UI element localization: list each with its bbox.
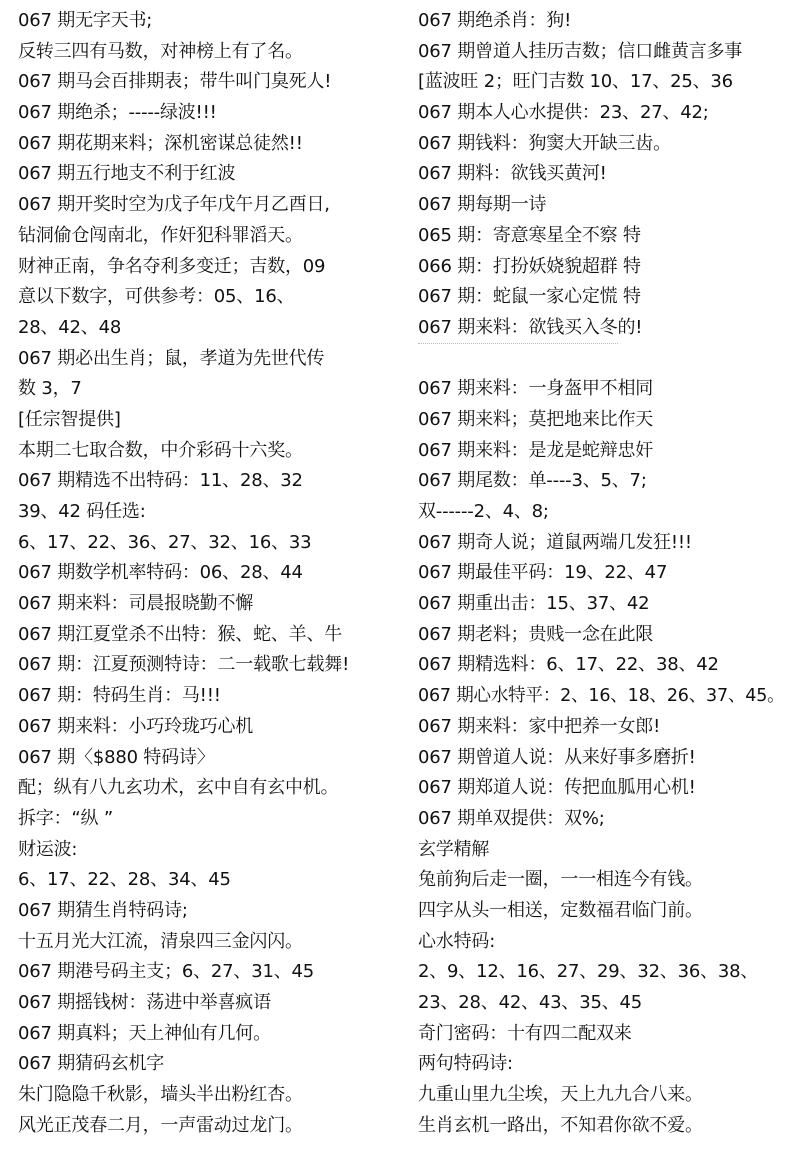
right-column xyxy=(418,6,785,1141)
text-line: 067 期猜码玄机字 xyxy=(18,1053,165,1075)
text-line: 067 期绝杀；-----绿波!!! xyxy=(18,102,217,124)
text-line: 067 期开奖时空为戊子年戊午月乙酉日, xyxy=(18,194,330,216)
text-line: 心水特码: xyxy=(418,930,496,952)
text-line: 数 3，7 xyxy=(18,378,82,400)
text-line: 23、28、42、43、35、45 xyxy=(418,992,643,1013)
text-line: 067 期曾道人说：从来好事多磨折! xyxy=(418,746,696,768)
text-line: 反转三四有马数，对神榜上有了名。 xyxy=(18,40,303,62)
text-line: 067 期心水特平：2、16、18、26、37、45。 xyxy=(418,685,785,707)
text-line: 意以下数字，可供参考：05、16、 xyxy=(18,286,295,308)
text-line: 067 期来料：司晨报晓勤不懈 xyxy=(18,593,254,615)
text-line: 067 期来料：欲钱买入冬的! xyxy=(418,316,643,338)
text-line: 拆字：“纵 ” xyxy=(18,807,113,829)
text-line: 067 期绝杀肖：狗! xyxy=(418,10,572,31)
text-line: 钻洞偷仓闯南北，作奸犯科罪滔天。 xyxy=(18,224,303,246)
text-line: 2、9、12、16、27、29、32、36、38、 xyxy=(418,961,759,983)
text-line: [任宗智提供] xyxy=(18,408,121,430)
text-line: 067 期江夏堂杀不出特：猴、蛇、羊、牛 xyxy=(18,623,343,645)
text-line: 067 期曾道人挂历吉数；信口雌黄言多事 xyxy=(418,40,743,62)
text-line: 067 期：江夏预测特诗：二一载歌七载舞! xyxy=(18,654,350,676)
text-line: 067 期港号码主支；6、27、31、45 xyxy=(18,961,315,983)
text-line: 奇门密码：十有四二配双来 xyxy=(418,1022,632,1044)
text-line: 朱门隐隐千秋影，墙头半出粉红杏。 xyxy=(18,1084,303,1106)
text-line: 玄学精解 xyxy=(418,838,490,860)
text-line: 067 期精选不出特码：11、28、32 xyxy=(18,470,303,492)
text-line: 067 期奇人说；道鼠两端几发狂!!! xyxy=(418,531,692,553)
text-line: 067 期必出生肖；鼠，孝道为先世代传 xyxy=(18,347,325,369)
text-line: 6、17、22、28、34、45 xyxy=(18,869,231,891)
text-line: 两句特码诗: xyxy=(418,1053,513,1075)
text-line: 067 期每期一诗 xyxy=(418,194,547,216)
text-line: 风光正茂春二月，一声雷动过龙门。 xyxy=(18,1114,303,1136)
text-line: 兔前狗后走一圈，一一相连今有钱。 xyxy=(418,869,703,891)
text-line: 067 期数学机率特码：06、28、44 xyxy=(18,562,303,584)
text-line: 067 期无字天书; xyxy=(18,10,153,31)
text-line: 067 期郑道人说：传把血胍用心机! xyxy=(418,777,696,799)
text-line: 财运波: xyxy=(18,838,78,860)
left-column xyxy=(18,6,403,1141)
text-line: 067 期〈$880 特码诗〉 xyxy=(18,746,215,768)
text-line: 配；纵有八九玄功术，玄中自有玄中机。 xyxy=(18,777,339,799)
text-line: 067 期本人心水提供：23、27、42; xyxy=(418,102,709,124)
text-line: 067 期单双提供：双%; xyxy=(418,807,605,829)
text-line: 067 期摇钱树：荡进中举喜疯语 xyxy=(18,992,271,1013)
text-line: 067 期最佳平码：19、22、47 xyxy=(418,562,668,584)
text-line: 066 期：打扮妖娆貌超群 特 xyxy=(418,255,641,277)
text-line: 067 期真料；天上神仙有几何。 xyxy=(18,1022,271,1044)
text-line: 067 期来料；莫把地来比作天 xyxy=(418,408,654,430)
text-line: 067 期来料：是龙是蛇辩忠奸 xyxy=(418,439,654,461)
text-line: 067 期来料：小巧玲珑巧心机 xyxy=(18,715,254,737)
text-line: 财神正南，争名夺利多变迁；吉数，09 xyxy=(18,255,326,277)
text-line: 十五月光大江流，清泉四三金闪闪。 xyxy=(18,930,303,952)
text-line: 067 期料：欲钱买黄河! xyxy=(418,163,607,185)
text-line xyxy=(418,344,785,375)
text-line: 本期二七取合数，中介彩码十六奖。 xyxy=(18,439,303,461)
text-line: 067 期五行地支不利于红波 xyxy=(18,163,236,185)
text-line: [蓝波旺 2；旺门吉数 10、17、25、36 xyxy=(418,71,733,93)
text-line: 067 期：特码生肖：马!!! xyxy=(18,685,221,707)
text-line: 067 期钱料：狗窦大开缺三齿。 xyxy=(418,132,671,154)
text-line: 067 期来料：一身盔甲不相同 xyxy=(418,378,654,400)
text-line: 067 期花期来料；深机密谋总徒然!! xyxy=(18,132,303,154)
text-line: 067 期尾数：单----3、5、7; xyxy=(418,470,647,492)
text-line: 067 期老料；贵贱一念在此限 xyxy=(418,623,654,645)
text-line: 四字从头一相送，定数福君临门前。 xyxy=(418,899,703,921)
text-line: 067 期精选料：6、17、22、38、42 xyxy=(418,654,719,676)
text-line: 065 期：寄意寒星全不察 特 xyxy=(418,224,641,246)
text-line: 067 期：蛇鼠一家心定慌 特 xyxy=(418,286,641,308)
text-line: 067 期马会百排期表；带牛叫门臭死人! xyxy=(18,71,332,93)
text-line: 双------2、4、8; xyxy=(418,501,549,522)
text-line: 067 期重出击：15、37、42 xyxy=(418,593,650,615)
text-line: 067 期来料：家中把养一女郎! xyxy=(418,715,661,737)
text-line: 067 期猜生肖特码诗; xyxy=(18,899,188,921)
text-line: 28、42、48 xyxy=(18,316,122,338)
text-line: 九重山里九尘埃，天上九九合八来。 xyxy=(418,1084,703,1106)
text-line: 6、17、22、36、27、32、16、33 xyxy=(18,531,312,553)
text-line: 39、42 码任选: xyxy=(18,501,146,522)
text-line: 生肖玄机一路出，不知君你欲不爱。 xyxy=(418,1114,703,1136)
